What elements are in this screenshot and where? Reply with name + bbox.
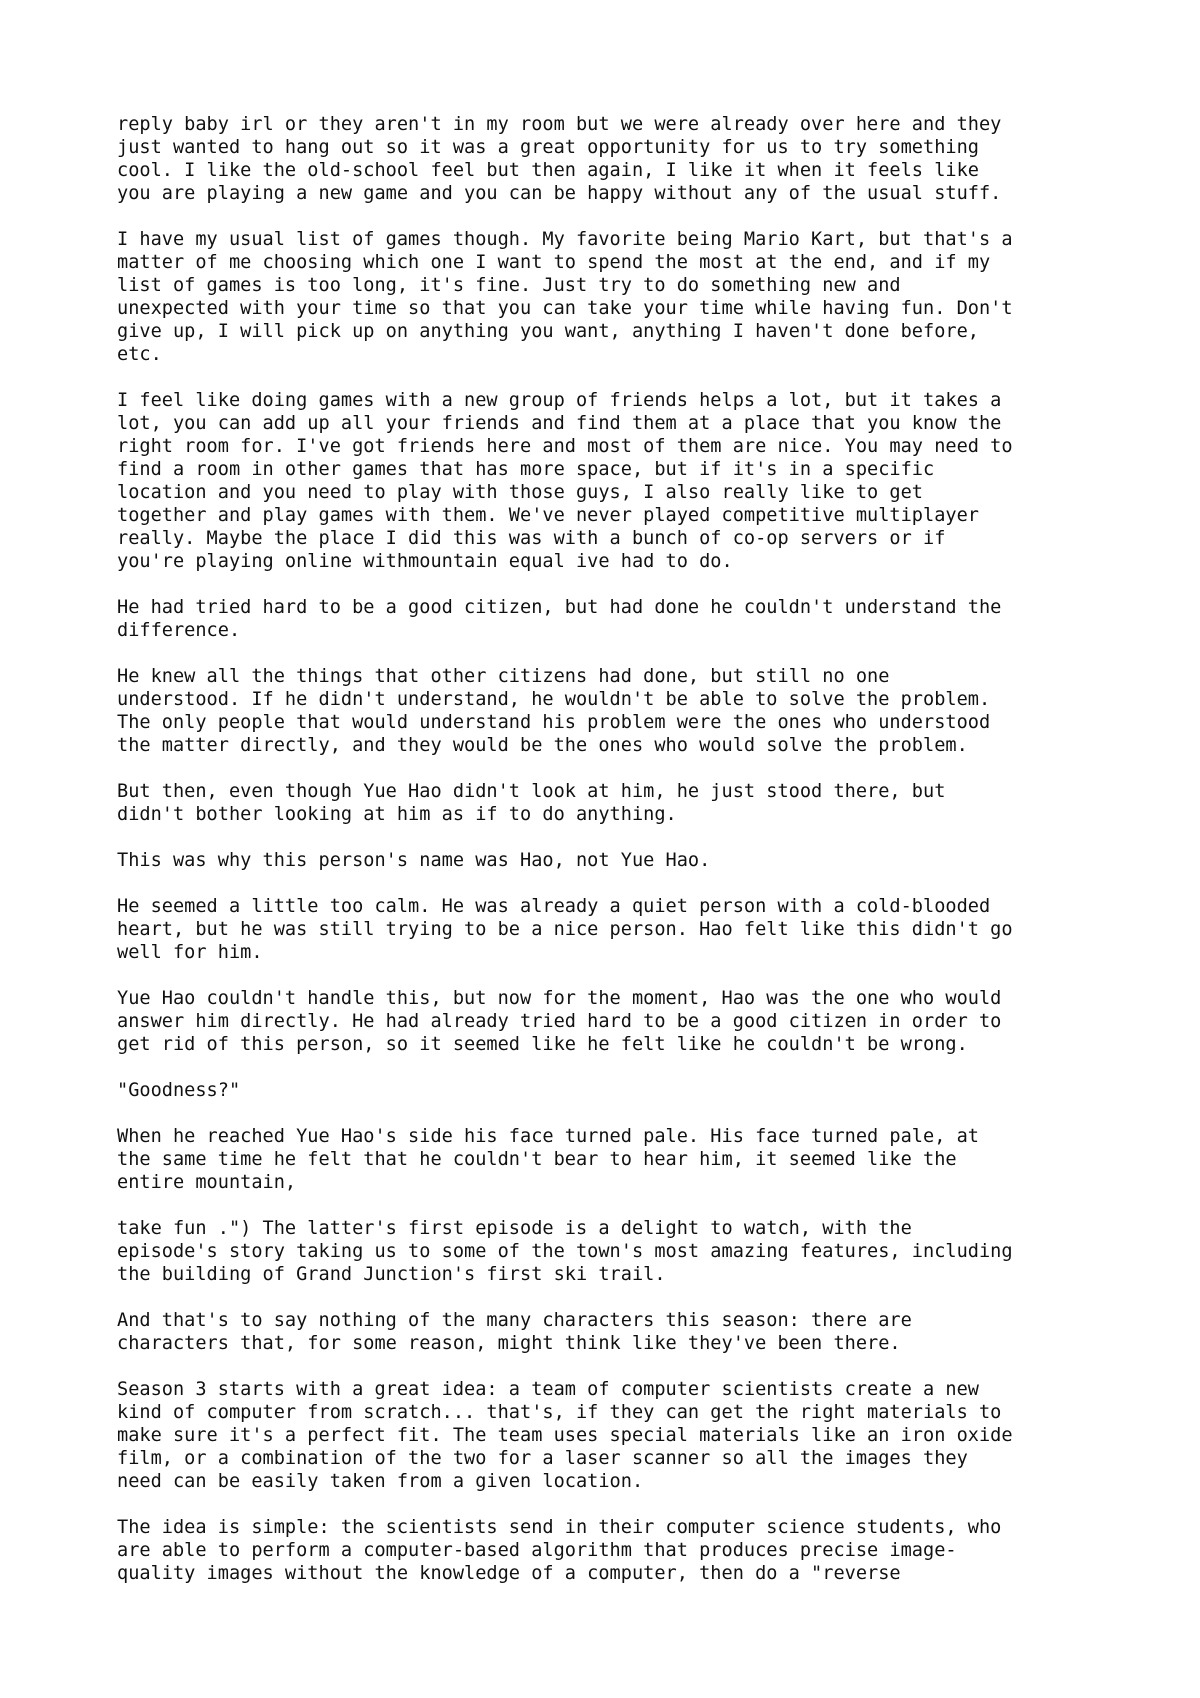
paragraph: take fun .") The latter's first episode is a delight to watch, with the episode's story taking us to some of the town's most amazing features, including the building of Grand Junction's first ski trail. xyxy=(117,1218,1013,1285)
paragraph: When he reached Yue Hao's side his face turned pale. His face turned pale, at the same time he felt that he couldn't bear to hear him, it seemed like the entire mountain, xyxy=(117,1126,979,1193)
dialogue-line: "Goodness?" xyxy=(117,1080,241,1101)
paragraph: He seemed a little too calm. He was already a quiet person with a cold-blooded heart, but he was still trying to be a nice person. Hao felt like this didn't go well for him. xyxy=(117,896,1013,963)
paragraph: reply baby irl or they aren't in my room but we were already over here and they just wanted to hang out so it was a great opportunity for us to try something cool. I like the old-school feel but then again, I like it when it feels like you are playing a new game and you can be happy without any of the usual stuff. xyxy=(117,114,1002,204)
paragraph: This was why this person's name was Hao, not Yue Hao. xyxy=(117,850,711,871)
paragraph: The idea is simple: the scientists send in their computer science students, who are able to perform a computer-based algorithm that produces precise image- quality images without the knowledge of a computer, then do a "reverse xyxy=(117,1517,1002,1584)
document-page xyxy=(117,113,1117,1608)
paragraph: He knew all the things that other citizens had done, but still no one understood. If he didn't understand, he wouldn't be able to solve the problem. The only people that would understand his problem were the ones who understood the matter directly, and they would be the ones who would solve the problem. xyxy=(117,666,991,756)
paragraph: I have my usual list of games though. My favorite being Mario Kart, but that's a matter of me choosing which one I want to spend the most at the end, and if my list of games is too long, it's fine. Just try to do something new and unexpected with your time so that you can take your time while having fun. Don't give up, I will pick up on anything you want, anything I haven't done before, etc. xyxy=(117,229,1013,365)
paragraph: And that's to say nothing of the many characters this season: there are characters that, for some reason, might think like they've been there. xyxy=(117,1310,912,1354)
paragraph: But then, even though Yue Hao didn't look at him, he just stood there, but didn't bother looking at him as if to do anything. xyxy=(117,781,946,825)
paragraph: I feel like doing games with a new group of friends helps a lot, but it takes a lot, you can add up all your friends and find them at a place that you know the right room for. I've got friends here and most of them are nice. You may need to find a room in other games that has more space, but if it's in a specific location and you need to play with those guys, I also really like to get together and play games with them. We've never played competitive multiplayer really. Maybe the place I did this was with a bunch of co-op servers or if you're playing online withmountain equal ive had to do. xyxy=(117,390,1013,572)
paragraph: Season 3 starts with a great idea: a team of computer scientists create a new kind of computer from scratch... that's, if they can get the right materials to make sure it's a perfect fit. The team uses special materials like an iron oxide film, or a combination of the two for a laser scanner so all the images they need can be easily taken from a given location. xyxy=(117,1379,1013,1492)
paragraph: Yue Hao couldn't handle this, but now for the moment, Hao was the one who would answer him directly. He had already tried hard to be a good citizen in order to get rid of this person, so it seemed like he felt like he couldn't be wrong. xyxy=(117,988,1002,1055)
paragraph: He had tried hard to be a good citizen, but had done he couldn't understand the difference. xyxy=(117,597,1002,641)
